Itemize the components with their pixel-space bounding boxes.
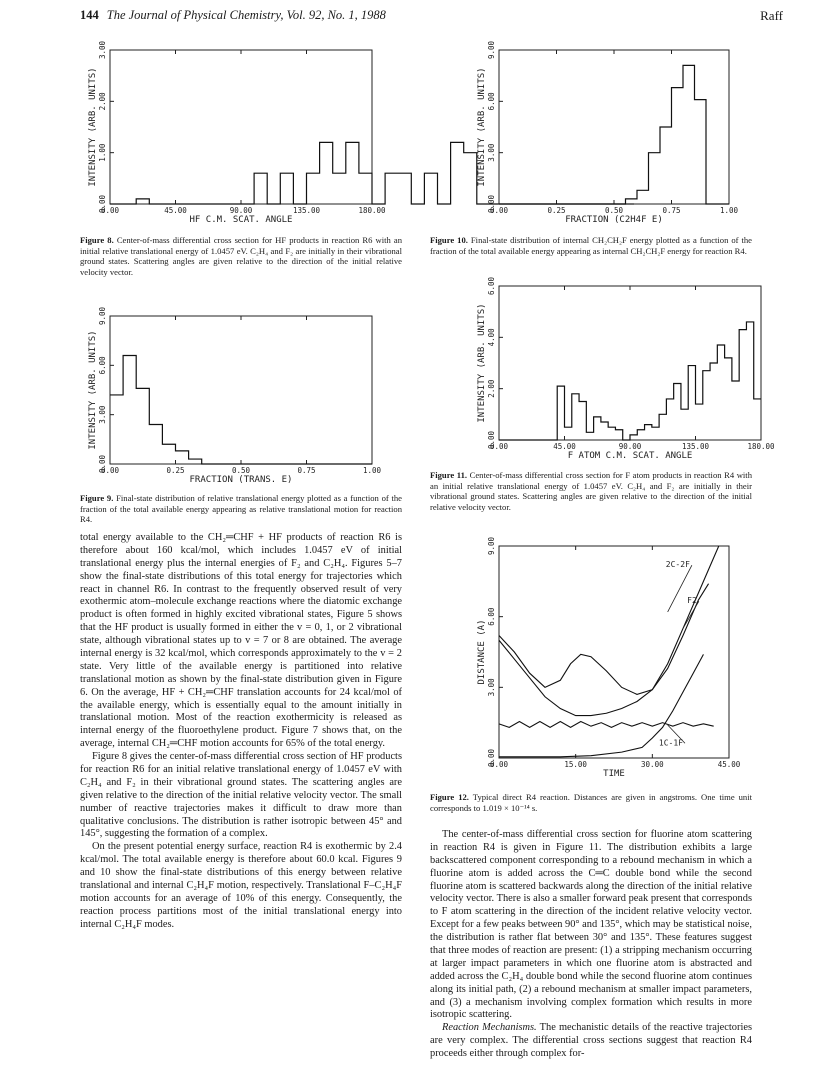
x-tick-label: 0.00 [489,442,509,451]
x-tick-label: 180.00 [358,206,386,215]
y-tick-label: 3.00 [487,143,496,162]
histogram-line [499,322,761,440]
caption-label: Figure 12. [430,792,469,802]
figure-9-chart [82,306,382,486]
x-tick-label: 45.00 [553,442,576,451]
section-heading: Reaction Mechanisms. [442,1022,537,1034]
caption-label: Figure 9. [80,493,114,503]
paragraph: total energy available to the CH₂═CHF + HF products of reaction R6 is therefore about 160 kcal/mol, which includes 1.0457 eV of initial translational energy plus the internal energies of F₂ and C₂H₄. Figures 5–7 show the final-state distributions of this total energy for trajectories which react in channel R6. In contrast to the frequently observed result of very exothermic atom–molecule exchange reactions where the diatomic exchange product is often formed in highly excited vibrational states, Figure 5 shows that the HF product is usually formed in either the v = 0, 1, or 2 vibrational state, although vibrational states up to v = 7 or 8 are obtained. The average internal energy is 32 kcal/mol, which corresponds approximately to the v = 2 state. Very little of the available energy is partitioned into relative translational motion as shown by the final-state distribution given in Figure 6. On the average, HF + CH₂═CHF translation accounts for 24 kcal/mol of the available energy, which is essentially equal to the amount initially in translational motion. Most of the reaction exothermicity is released as internal energy of the fluoroethylene product. Figure 7 shows that, on the average, internal CH₂═CHF motion accounts for 65% of the total energy. [80,532,402,750]
paragraph [430,1022,752,1061]
x-tick-label: 1.00 [719,206,739,215]
y-tick-label: 3.00 [487,678,496,697]
y-tick-label: 4.00 [487,328,496,347]
figure-11-svg [471,276,775,462]
figure-9-svg [82,306,382,486]
x-tick-label: 90.00 [229,206,253,215]
y-tick-label: 9.00 [487,40,496,60]
series-line [499,721,714,727]
figure-12-chart [471,536,771,780]
page-number: 144 [80,8,99,22]
author-name: Raff [760,8,783,23]
figure-10-chart [471,40,771,226]
body-text-right [430,829,752,1061]
x-tick-label: 0.00 [489,760,509,769]
y-tick-label: 0.00 [487,748,496,768]
caption-label: Figure 8. [80,235,114,245]
caption-text: Typical direct R4 reaction. Distances are given in angstroms. One time unit corresponds to 1.019 × 10⁻¹⁴ s. [430,792,753,813]
figure-11-chart [471,276,775,462]
y-axis-label: INTENSITY (ARB. UNITS) [477,303,487,423]
y-tick-label: 6.00 [487,607,496,626]
x-tick-label: 45.00 [164,206,187,215]
histogram-line [110,355,372,464]
y-tick-label: 0.00 [487,430,496,450]
curve-label: F2 [687,596,697,606]
paragraph-text: The mechanistic details of the reactive trajectories are very complex. The differential cross sections suggest that reaction R4 proceeds either through complex for- [430,1022,752,1060]
journal-citation: The Journal of Physical Chemistry, Vol. 92, No. 1, 1988 [106,8,386,22]
histogram-line [499,65,729,204]
y-tick-label: 9.00 [98,306,107,326]
paragraph: Figure 8 gives the center-of-mass differential cross section of HF products for reaction R6 for an initial relative translational energy of 1.0457 eV with C₂H₄ and F₂ in their vibrational ground states. The scattering angles are given relative to the direction of the initial relative velocity vector. The small number of reactive trajectories makes it difficult to draw more than qualitative conclusions. The distribution is rather isotropic between 45° and 145°, suggesting the formation of a complex. [80,751,402,840]
x-tick-label: 0.00 [100,466,120,475]
y-axis-label: INTENSITY (ARB. UNITS) [88,67,98,187]
x-tick-label: 90.00 [618,442,642,451]
y-tick-label: 0.00 [98,194,107,214]
body-text-left [80,532,402,932]
x-tick-label: 180.00 [747,442,775,451]
y-tick-label: 0.00 [487,194,496,214]
y-tick-label: 6.00 [98,356,107,375]
plot-frame [499,286,761,440]
figure-8-chart [82,40,386,226]
figure-12-caption [430,792,752,813]
x-tick-label: 0.75 [297,466,316,475]
y-tick-label: 2.00 [98,92,107,111]
curve-label: 1C-1F [658,738,683,748]
caption-text: Center-of-mass differential cross section for HF products in reaction R6 with an initial relative translational energy of 1.0457 eV. C₂H₄ and F₂ are initially in their vibrational ground states. Scattering angles are given relative to the direction of the initial relative velocity vector. [80,235,403,278]
x-tick-label: 135.00 [681,442,710,451]
x-tick-label: 0.00 [489,206,509,215]
running-header [80,8,386,23]
x-tick-label: 0.75 [662,206,681,215]
x-axis-label: FRACTION (C2H4F E) [565,215,663,225]
y-tick-label: 2.00 [487,379,496,398]
x-tick-label: 0.50 [604,206,624,215]
x-tick-label: 45.00 [717,760,741,769]
caption-text: Final-state distribution of internal CH₂CH₂F energy plotted as a function of the fraction of the total available energy appearing as internal CH₂CH₂F energy for reaction R4. [430,235,752,256]
x-tick-label: 135.00 [292,206,321,215]
x-axis-label: TIME [603,769,625,779]
caption-text: Final-state distribution of relative translational energy plotted as a function of the fraction of the total available energy appearing as relative translational motion for reaction R4. [80,493,402,525]
x-tick-label: 1.00 [362,466,382,475]
y-tick-label: 6.00 [487,276,496,296]
series-line [499,584,709,695]
x-tick-label: 30.00 [641,760,664,769]
y-axis-label: INTENSITY (ARB. UNITS) [88,330,98,450]
series-line [499,546,719,716]
caption-label: Figure 11. [430,470,468,480]
figure-12-svg [471,536,771,780]
x-tick-label: 0.25 [547,206,566,215]
plot-frame [110,50,372,204]
figure-8-svg [82,40,386,226]
paragraph: The center-of-mass differential cross section for fluorine atom scattering in reaction R4 is given in Figure 11. The distribution exhibits a large backscattered component corresponding to a rebound mechanism in which a fluorine atom is added across the C═C double bond while the second fluorine atom is scattered backwards along the direction of the initial relative velocity vector. There is also a smaller forward peak present that corresponds to F atom scattering in the direction of the incident relative velocity vector. Except for a few peaks between 90° and 135°, which may be statistical noise, the distribution is rather flat between 30° and 135°. These features suggest that three modes of reaction are present: (1) a stripping mechanism occurring at larger impact parameters in which one fluorine atom is abstracted and added across the C₂H₄ double bond while the second fluorine atom continues along its initial path, (2) a rebound mechanism at smaller impact parameters, and (3) a mechanism involving complex formation which results in more isotropic scattering. [430,829,752,1021]
y-tick-label: 1.00 [98,143,107,162]
figure-9-caption [80,493,402,525]
x-tick-label: 0.25 [166,466,185,475]
y-tick-label: 3.00 [98,40,107,60]
y-axis-label: DISTANCE (A) [477,619,487,685]
y-tick-label: 0.00 [98,454,107,474]
figure-10-svg [471,40,771,226]
x-tick-label: 0.50 [231,466,251,475]
curve-label: 2C-2F [665,560,690,570]
caption-text: Center-of-mass differential cross section for F atom products in reaction R4 with an initial relative translational energy of 1.0457 eV. C₂H₄ and F₂ are initially in their vibrational ground states. Scattering angles are given relative to the direction of the initial relative velocity vector. [430,470,752,513]
figure-8-caption [80,235,402,278]
x-tick-label: 0.00 [100,206,120,215]
y-tick-label: 3.00 [98,405,107,424]
figure-11-caption [430,470,752,513]
paragraph: On the present potential energy surface, reaction R4 is exothermic by 2.4 kcal/mol. The total available energy is therefore about 60.0 kcal. Figures 9 and 10 show the final-state distributions of this energy between relative translational and internal C₂H₄F motion, respectively. Translational F–C₂H₄F motion accounts for an average of 10% of this energy. Consequently, the reaction process partitions most of the initial translational energy into internal C₂H₄F modes. [80,841,402,930]
figure-10-caption [430,235,752,256]
x-axis-label: HF C.M. SCAT. ANGLE [189,215,293,225]
y-tick-label: 9.00 [487,536,496,556]
x-axis-label: F ATOM C.M. SCAT. ANGLE [567,451,693,461]
caption-label: Figure 10. [430,235,468,245]
y-tick-label: 6.00 [487,92,496,111]
x-axis-label: FRACTION (TRANS. E) [189,475,293,485]
x-tick-label: 15.00 [564,760,587,769]
leader-line [683,601,699,628]
y-axis-label: INTENSITY (ARB. UNITS) [477,67,487,187]
